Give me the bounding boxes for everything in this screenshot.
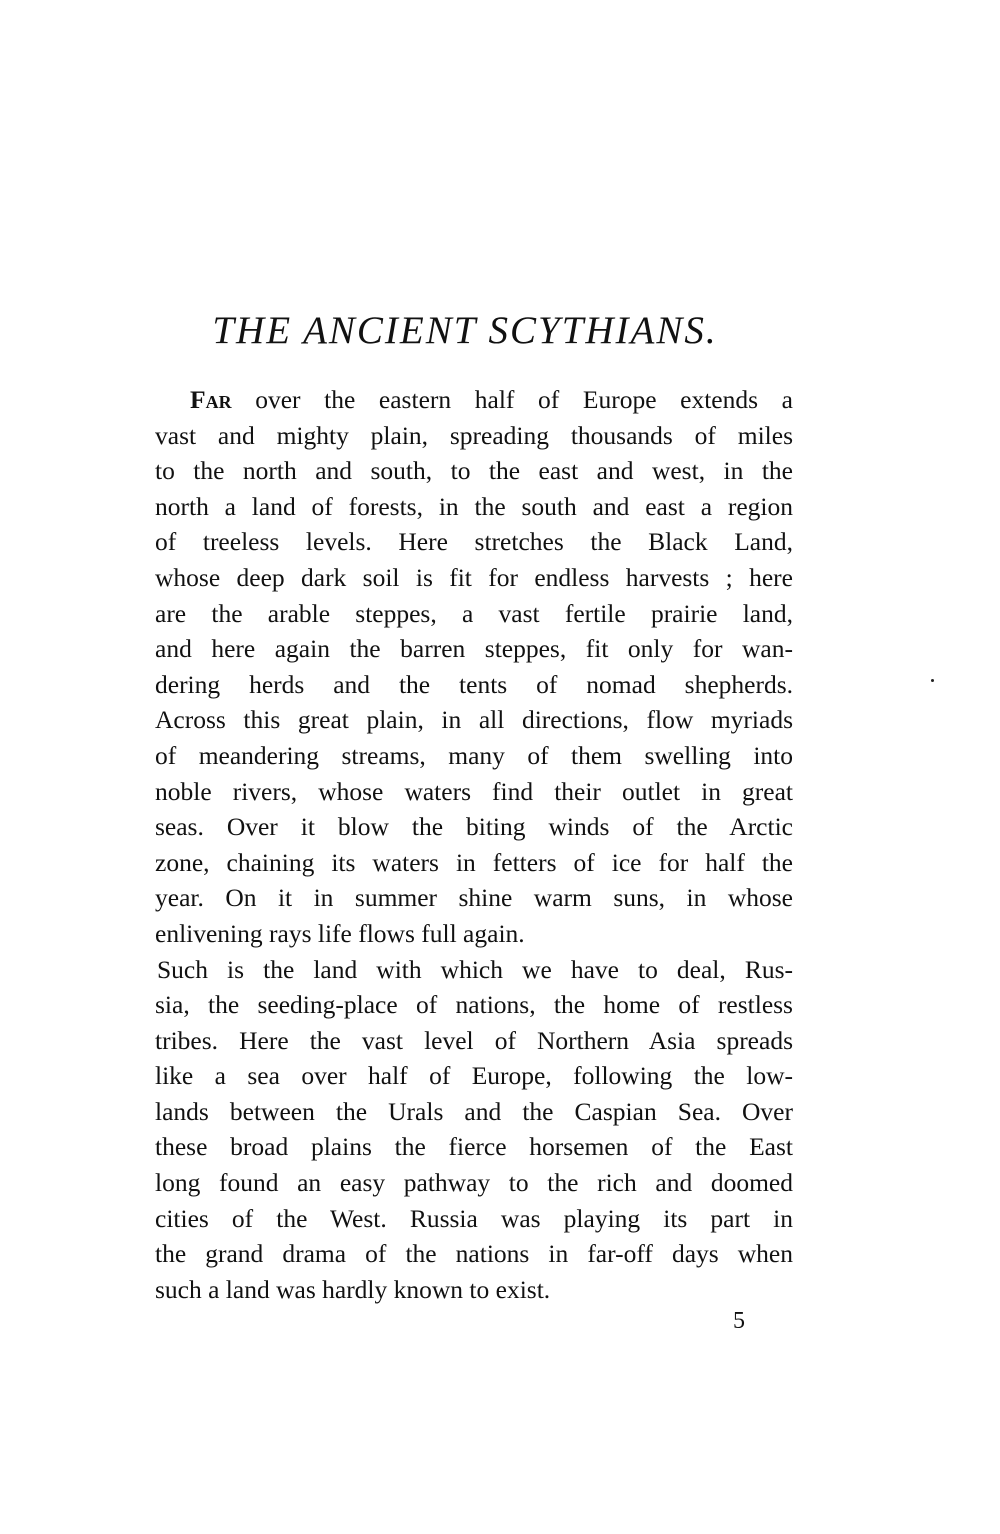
paragraph-2: [155, 952, 793, 1308]
text-line: north a land of forests, in the south and east a region: [155, 491, 793, 521]
text-line: the grand drama of the nations in far-off days when: [155, 1239, 793, 1269]
text-line: tribes. Here the vast level of Northern Asia spreads: [155, 1025, 793, 1055]
text-line: are the arable steppes, a vast fertile prairie land,: [155, 598, 793, 628]
chapter-title: THE ANCIENT SCYTHIANS.: [212, 309, 718, 352]
text-line: noble rivers, whose waters find their outlet in great: [155, 776, 793, 806]
text-line: such a land was hardly known to exist.: [155, 1274, 551, 1304]
text-line-content: over the eastern half of Europe extends a: [231, 385, 793, 414]
body-text: [155, 382, 793, 1307]
text-line: seas. Over it blow the biting winds of the Arctic: [155, 812, 793, 842]
text-line: like a sea over half of Europe, following the low-: [155, 1061, 793, 1091]
text-line: of meandering streams, many of them swelling into: [155, 740, 793, 770]
text-line: enlivening rays life flows full again.: [155, 918, 525, 948]
text-line: dering herds and the tents of nomad shepherds.: [155, 669, 793, 699]
text-line: whose deep dark soil is fit for endless harvests ; here: [155, 562, 793, 592]
text-line: these broad plains the fierce horsemen of the East: [155, 1132, 793, 1162]
page-number: 5: [733, 1308, 745, 1334]
text-line: Such is the land with which we have to deal, Rus-: [157, 954, 793, 984]
text-line: long found an easy pathway to the rich and doomed: [155, 1168, 793, 1198]
paragraph-1: [155, 382, 793, 952]
text-line: and here again the barren steppes, fit only for wan-: [155, 634, 793, 664]
text-line: of treeless levels. Here stretches the Black Land,: [155, 527, 793, 557]
lead-word: Far: [190, 385, 232, 414]
text-line: Across this great plain, in all directions, flow myriads: [155, 705, 793, 735]
text-line: vast and mighty plain, spreading thousands of miles: [155, 420, 793, 450]
text-line: year. On it in summer shine warm suns, in whose: [155, 883, 793, 913]
scan-speck: [931, 679, 934, 682]
text-line: sia, the seeding-place of nations, the home of restless: [155, 990, 793, 1020]
text-line: cities of the West. Russia was playing its part in: [155, 1203, 793, 1233]
text-line: [155, 382, 793, 418]
text-line: zone, chaining its waters in fetters of ice for half the: [155, 847, 793, 877]
text-line: to the north and south, to the east and west, in the: [155, 456, 793, 486]
text-line: lands between the Urals and the Caspian Sea. Over: [155, 1096, 793, 1126]
